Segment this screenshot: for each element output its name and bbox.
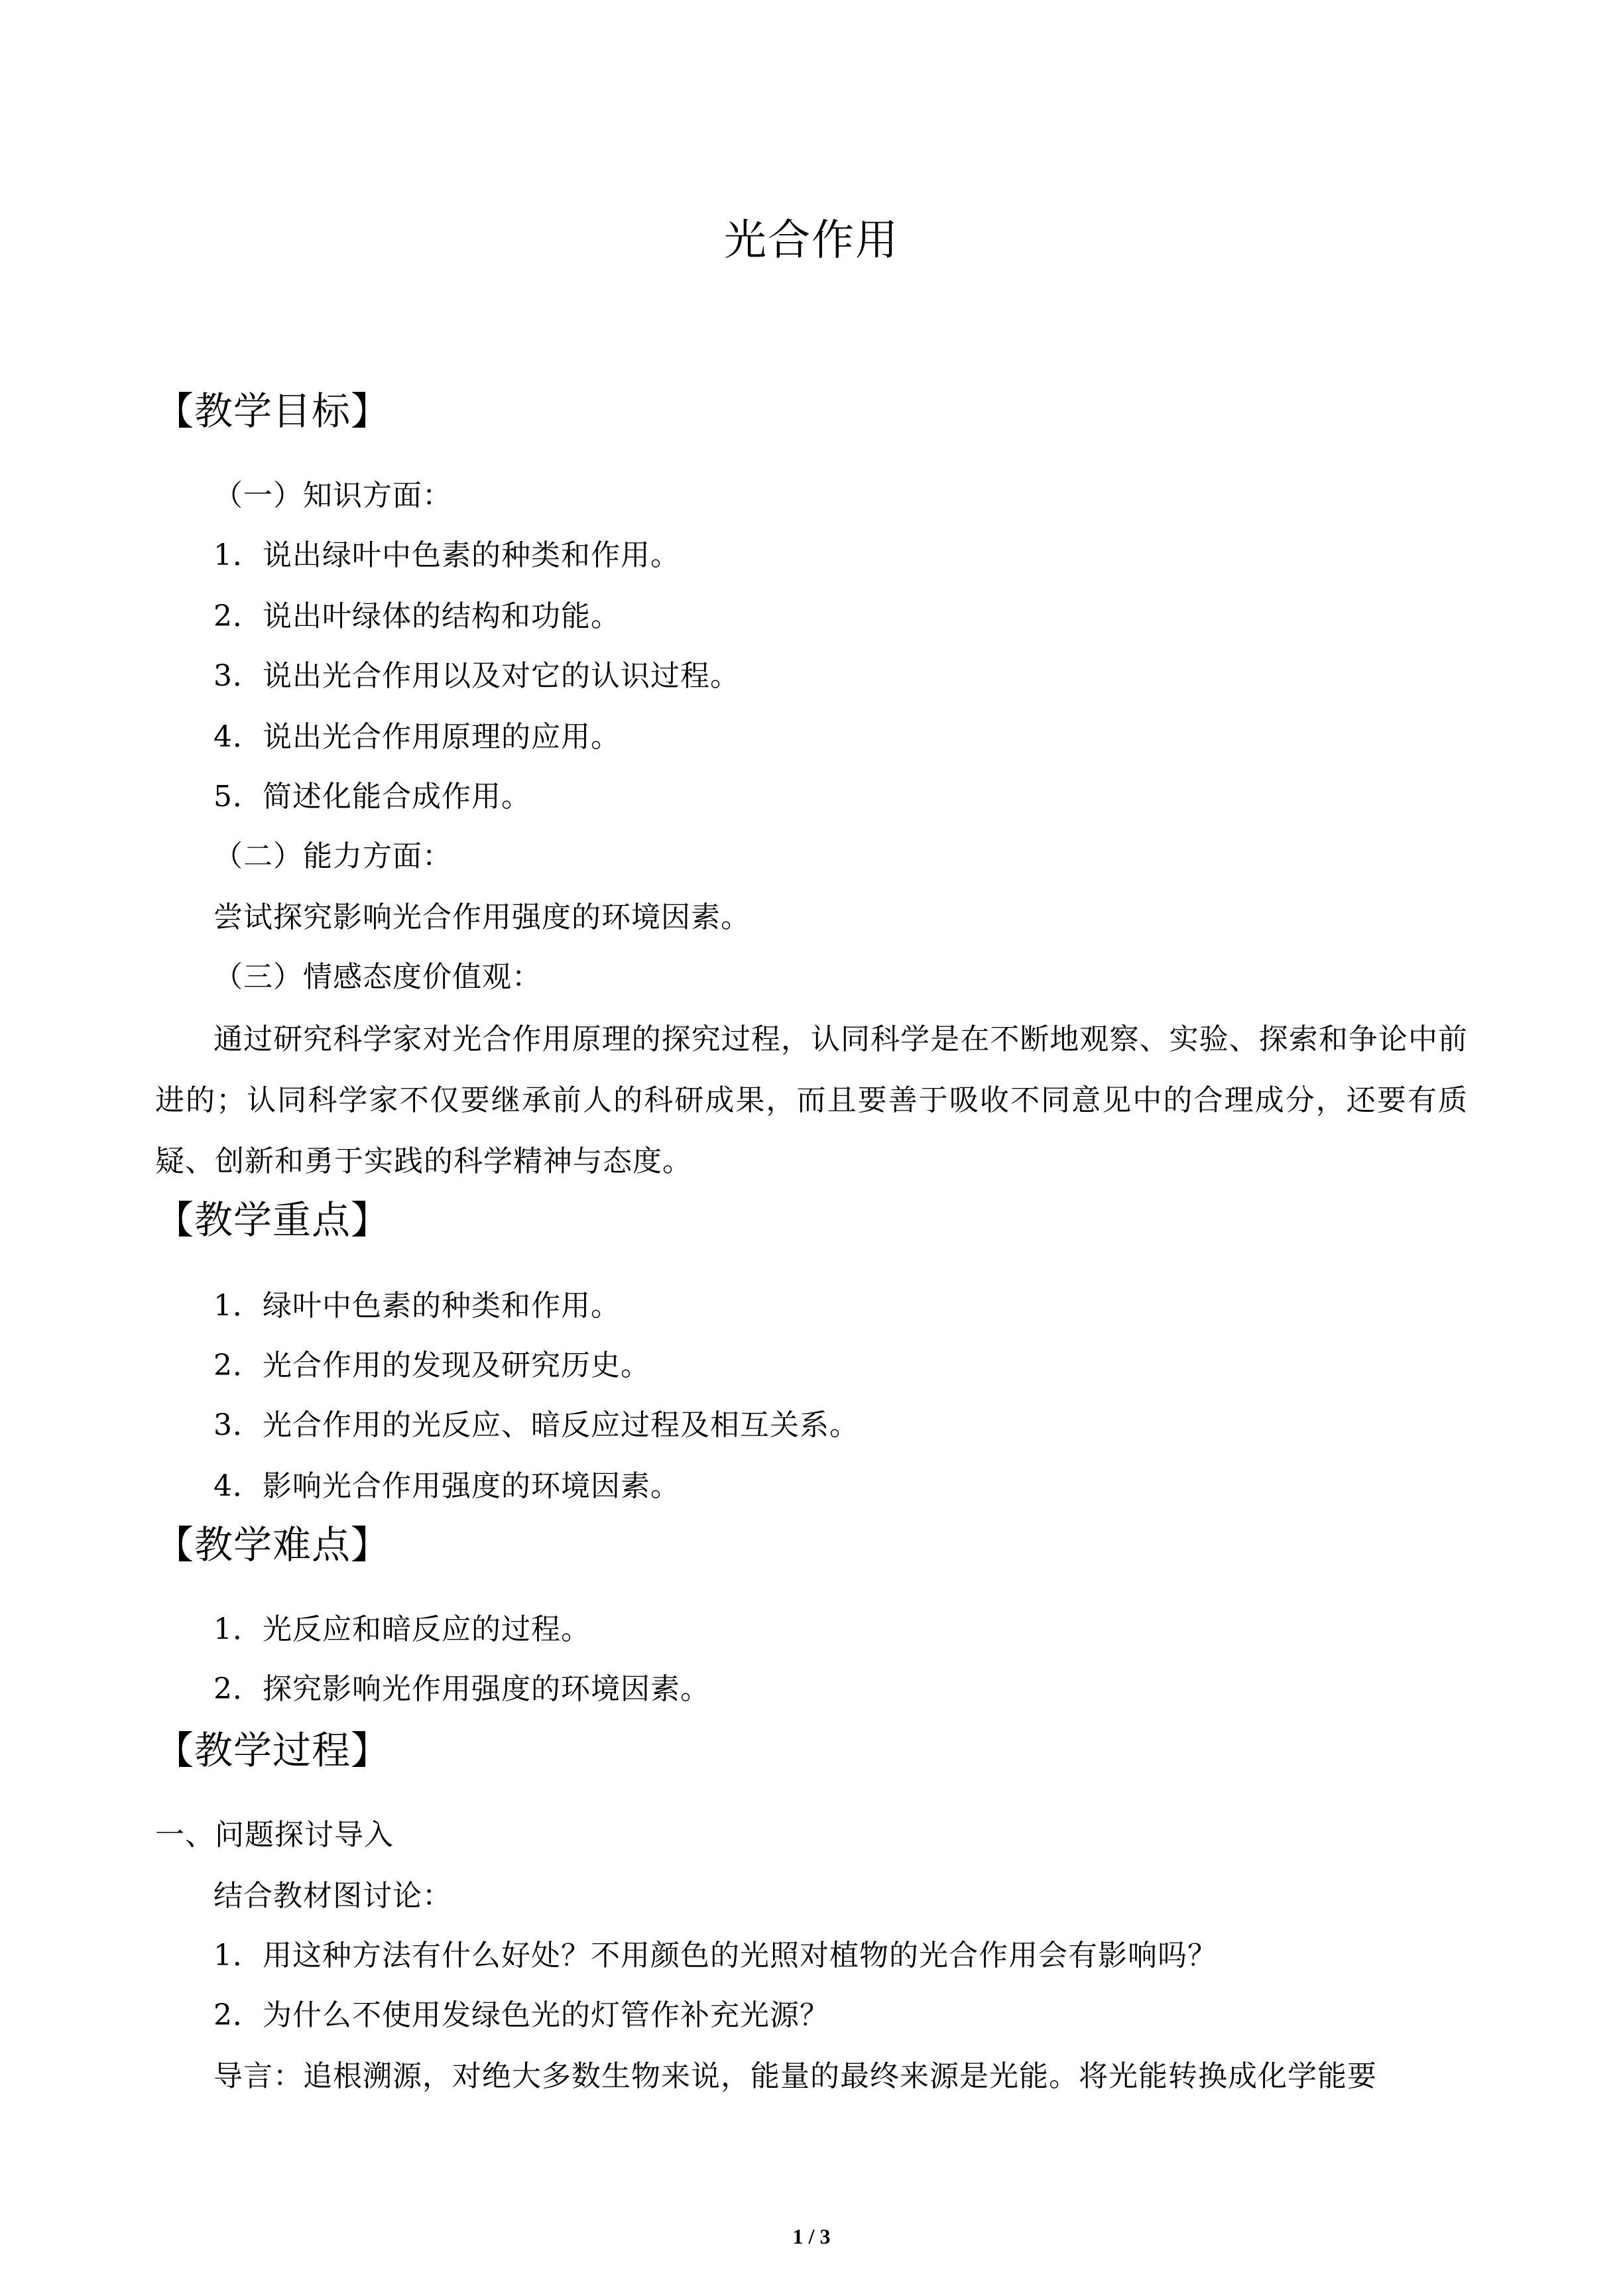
intro-text: 导言：追根溯源，对绝大多数生物来说，能量的最终来源是光能。将光能转换成化学能要 bbox=[213, 2059, 1377, 2093]
heading-teaching-goals: 【教学目标】 bbox=[155, 389, 391, 434]
section-heading: 一、问题探讨导入 bbox=[155, 1818, 394, 1852]
page-number: 1 / 3 bbox=[792, 2224, 831, 2248]
heading-difficulties: 【教学难点】 bbox=[155, 1522, 391, 1567]
list-item: 1．光反应和暗反应的过程。 bbox=[213, 1612, 591, 1646]
ability-text: 尝试探究影响光合作用强度的环境因素。 bbox=[213, 900, 751, 934]
list-item: 2．光合作用的发现及研究历史。 bbox=[213, 1349, 650, 1382]
list-item: 1．说出绿叶中色素的种类和作用。 bbox=[213, 538, 680, 572]
list-item: 2．为什么不使用发绿色光的灯管作补充光源？ bbox=[213, 1998, 829, 2032]
list-item: 2．说出叶绿体的结构和功能。 bbox=[213, 599, 621, 633]
list-item: 1．绿叶中色素的种类和作用。 bbox=[213, 1289, 621, 1323]
list-item: 2．探究影响光作用强度的环境因素。 bbox=[213, 1672, 710, 1706]
list-item: 3．说出光合作用以及对它的认识过程。 bbox=[213, 659, 740, 693]
list-item: 4．说出光合作用原理的应用。 bbox=[213, 720, 621, 754]
heading-teaching-process: 【教学过程】 bbox=[155, 1728, 391, 1773]
list-item: 1．用这种方法有什么好处？不用颜色的光照对植物的光合作用会有影响吗？ bbox=[213, 1939, 1217, 1972]
values-subheading: （三）情感态度价值观： bbox=[213, 960, 542, 994]
document-title: 光合作用 bbox=[724, 216, 899, 265]
list-item: 4．影响光合作用强度的环境因素。 bbox=[213, 1469, 680, 1503]
list-item: 5．简述化能合成作用。 bbox=[213, 780, 531, 814]
ability-subheading: （二）能力方面： bbox=[213, 839, 452, 873]
knowledge-subheading: （一）知识方面： bbox=[213, 479, 452, 513]
discussion-text: 结合教材图讨论： bbox=[213, 1879, 452, 1913]
values-paragraph: 通过研究科学家对光合作用原理的探究过程，认同科学是在不断地观察、实验、探索和争论中前进的；认同科学家不仅要继承前人的科研成果，而且要善于吸收不同意见中的合理成分，还要有质疑、创新和勇于实践的科学精神与态度。 bbox=[155, 1022, 1468, 1178]
list-item: 3．光合作用的光反应、暗反应过程及相互关系。 bbox=[213, 1408, 859, 1442]
heading-key-points: 【教学重点】 bbox=[155, 1197, 391, 1242]
